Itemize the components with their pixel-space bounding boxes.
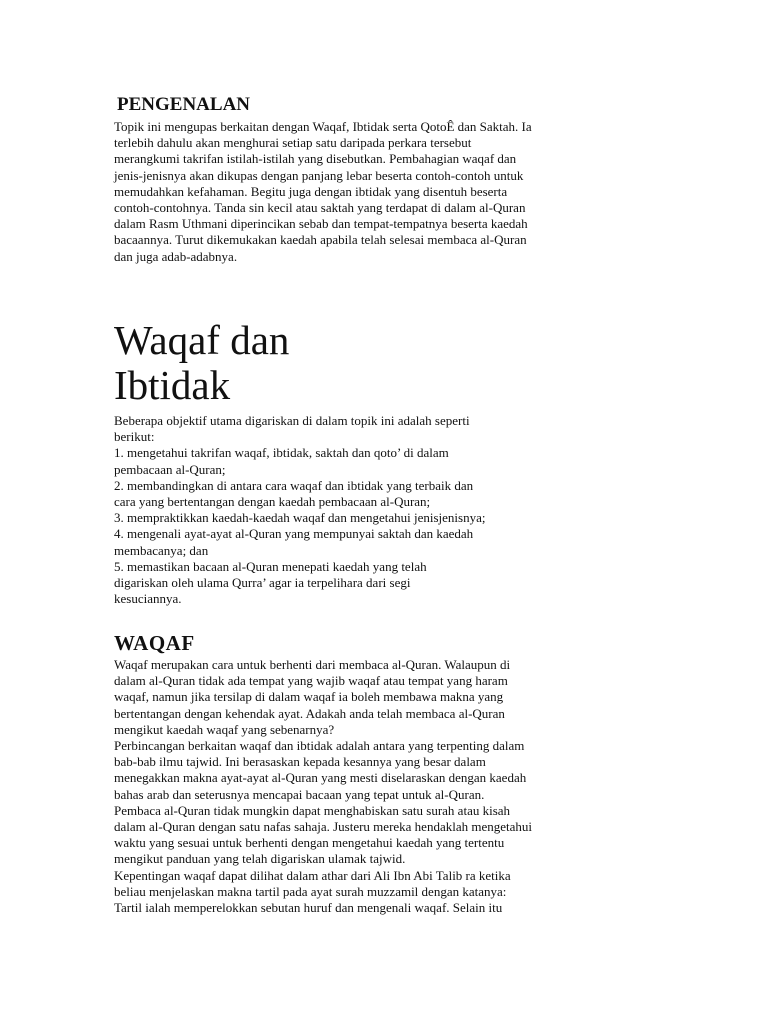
- objectives-paragraph: [114, 413, 485, 607]
- text-line: Pembaca al-Quran tidak mungkin dapat menghabiskan satu surah atau kisah: [114, 802, 511, 818]
- text-line: jenis-jenisnya akan dikupas dengan panjang lebar beserta contoh-contoh untuk: [114, 167, 524, 183]
- heading-text: PENGENALAN: [117, 94, 251, 115]
- text-line: dalam Rasm Uthmani diperincikan sebab dan tempat-tempatnya beserta kaedah: [114, 216, 528, 232]
- text-line: Perbincangan berkaitan waqaf dan ibtidak adalah antara yang terpenting dalam: [114, 738, 525, 754]
- text-line: berikut:: [114, 429, 155, 445]
- list-item: 2. membandingkan di antara cara waqaf dan ibtidak yang terbaik dan: [114, 477, 474, 493]
- text-line: pembacaan al-Quran;: [114, 461, 226, 477]
- text-line: dalam al-Quran dengan satu nafas sahaja. Justeru mereka hendaklah mengetahui: [114, 819, 532, 835]
- text-line: memudahkan kefahaman. Begitu juga dengan ibtidak yang disentuh beserta: [114, 183, 508, 199]
- text-line: kesuciannya.: [114, 591, 182, 607]
- text-line: dan juga adab-adabnya.: [114, 248, 238, 264]
- text-line: bertentangan dengan kehendak ayat. Adakah anda telah membaca al-Quran: [114, 705, 505, 721]
- text-line: digariskan oleh ulama Qurra’ agar ia terpelihara dari segi: [114, 575, 411, 591]
- text-line: bab-bab ilmu tajwid. Ini berasaskan kepada kesannya yang besar dalam: [114, 754, 486, 770]
- text-line: terlebih dahulu akan menghurai setiap satu daripada perkara tersebut: [114, 135, 472, 151]
- intro-paragraph: [114, 119, 532, 265]
- text-line: mengikut panduan yang telah digariskan ulamak tajwid.: [114, 851, 406, 867]
- text-line: bahas arab dan seterusnya mencapai bacaan yang tepat untuk al-Quran.: [114, 786, 485, 802]
- list-item: 5. memastikan bacaan al-Quran menepati kaedah yang telah: [114, 558, 427, 574]
- list-item: 4. mengenali ayat-ayat al-Quran yang mempunyai saktah dan kaedah: [114, 526, 474, 542]
- list-item: 1. mengetahui takrifan waqaf, ibtidak, saktah dan qoto’ di dalam: [114, 445, 449, 461]
- text-line: waktu yang sesuai untuk berhenti dengan mengetahui kaedah yang tertentu: [114, 835, 505, 851]
- text-line: contoh-contohnya. Tanda sin kecil atau saktah yang terdapat di dalam al-Quran: [114, 200, 526, 216]
- page-title: [114, 318, 289, 408]
- section-heading-waqaf: WAQAF: [114, 631, 195, 655]
- title-line: Ibtidak: [114, 362, 231, 408]
- section-heading-pengenalan: [114, 94, 250, 117]
- text-line: beliau menjelaskan makna tartil pada ayat surah muzzamil dengan katanya:: [114, 883, 507, 899]
- text-line: Beberapa objektif utama digariskan di dalam topik ini adalah seperti: [114, 413, 470, 428]
- text-line: menegakkan makna ayat-ayat al-Quran yang mesti diselaraskan dengan kaedah: [114, 770, 527, 786]
- text-line: mengikut kaedah waqaf yang sebenarnya?: [114, 721, 335, 737]
- text-line: dalam al-Quran tidak ada tempat yang wajib waqaf atau tempat yang haram: [114, 673, 508, 689]
- text-line: membacanya; dan: [114, 542, 209, 558]
- title-line: Waqaf dan: [114, 317, 290, 363]
- text-line: bacaannya. Turut dikemukakan kaedah apabila telah selesai membaca al-Quran: [114, 232, 527, 248]
- text-line: Topik ini mengupas berkaitan dengan Waqaf, Ibtidak serta QotoÊ dan Saktah. Ia: [114, 119, 532, 134]
- text-line: Waqaf merupakan cara untuk berhenti dari membaca al-Quran. Walaupun di: [114, 657, 511, 672]
- text-line: Tartil ialah memperelokkan sebutan huruf dan mengenali waqaf. Selain itu: [114, 900, 503, 916]
- list-item: 3. mempraktikkan kaedah-kaedah waqaf dan mengetahui jenisjenisnya;: [114, 510, 486, 526]
- text-line: waqaf, namun jika tersilap di dalam waqaf ia boleh membawa makna yang: [114, 689, 504, 705]
- text-line: cara yang bertentangan dengan kaedah pembacaan al-Quran;: [114, 494, 431, 510]
- text-line: Kepentingan waqaf dapat dilihat dalam athar dari Ali Ibn Abi Talib ra ketika: [114, 867, 511, 883]
- waqaf-paragraph: [114, 657, 532, 916]
- text-line: merangkumi takrifan istilah-istilah yang disebutkan. Pembahagian waqaf dan: [114, 151, 517, 167]
